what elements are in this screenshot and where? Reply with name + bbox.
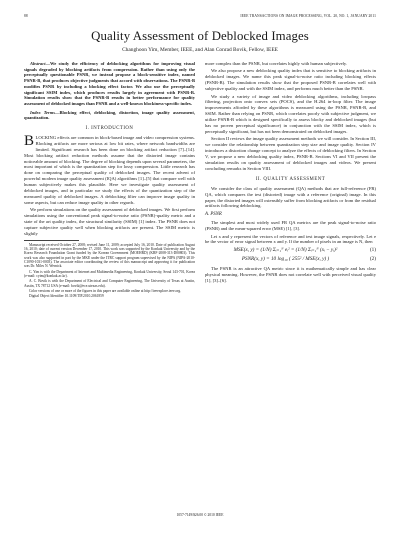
equation-1-number: (1) bbox=[369, 247, 376, 254]
psnr-paragraph-3: The PSNR is an attractive QA metric since it is mathematically simple and has clear physical meaning. However, the PSNR does not correlate well with perceived visual quality [1], [3]–[6]. bbox=[205, 266, 376, 283]
equation-1-body: MSE(x, y) = (1/N) Σᵢ₌₁ᴺ eᵢ² = (1/N) Σᵢ₌₁ᴺ (xᵢ − yᵢ)² bbox=[233, 247, 338, 254]
abstract-text: We study the efficiency of deblocking algorithms for improving visual signals degraded by blocking artifacts from compression. Rather than using only the perceptually questionable PSNR, we instead propose a block-sensitive index, named PSNR-B, that produces objective judgments that accord with observations. The PSNR-B modifies PSNR by including a blocking effect factor. We also use the perceptually significant SSIM index, which produces results largely in agreement with PSNR-B. Simulation results show that the PSNR-B results in better performance for quality assessment of deblocked images than PSNR and a well-known blockiness-specific index. bbox=[24, 61, 195, 106]
equation-2-body: PSNR(x, y) = 10 log₁₀ ( 255² / MSE(x, y) ) bbox=[241, 256, 330, 263]
footnote-divider bbox=[24, 240, 79, 241]
footnotes bbox=[24, 243, 195, 299]
intro-paragraph-1-text: LOCKING effects are common in block-based image and video compression systems. Blocking artifacts are more serious at low bit rates, where network bandwidths are limited. Significant research has been done on blocking artifact reduction [7]–[14]. Most blocking artifact reduction methods assume that the distorted image contains noticeable amount of blocking. The degree of blocking depends upon several parameters, the most important of which is the quantization step for lossy compression. Little research has done on comparing the perceptual quality of deblocked images. The recent advent of powerful modern image quality assessment (IQA) algorithms [1]–[5] that compare well with human subjectively makes this plausible. Here we investigate quality assessment of deblocked images, and in particular we study the effects of the quantization step of the measured quality of deblocked images. A deblocking filter can improve image quality in some aspects, but can reduce image quality in other regards. bbox=[24, 134, 195, 205]
equation-2 bbox=[205, 257, 376, 263]
index-terms-text: Blocking effect, deblocking, distortion, image quality assessment, quantization. bbox=[24, 109, 196, 121]
right-column bbox=[205, 61, 376, 299]
right-paragraph-1: more complex than the PSNR, but correlates highly with human subjectively. bbox=[205, 61, 348, 66]
page-number: 88 bbox=[24, 14, 28, 18]
author-line: Changhoon Yim, Member, IEEE, and Alan Conrad Bovik, Fellow, IEEE bbox=[122, 47, 278, 53]
footnote-manuscript: Manuscript received October 27, 2008; revised June 11, 2009; accepted July 16, 2010. Date of publication August 16, 2010; date of current version December 17, 2010. This work was supported by the Konkuk University and by the Korea Research Foundation Grant funded by the Korean Government (MOEHRD) (KRF-2008-313-D00803). This work was also supported in part by the MKE under the ITRC support program supervised by the NIPA (NIPA-2010-C1090-1031-0003). The associate editor coordinating the review of this manuscript and approving it for publication was Dr. Miles N. Wernick. bbox=[24, 242, 195, 269]
psnr-paragraph-2: Let x and y represent the vectors of reference and test image signals, respectively. Let e be the vector of error signal between x and y. If the number of pixels in an image is N, then bbox=[205, 233, 376, 245]
psnr-paragraph-1: The simplest and most widely used FR QA metrics are the peak signal-to-noise ratio (PSNR) and the mean-squared error (MSE) [1], [3]. bbox=[205, 220, 376, 232]
right-paragraph-4: Section II reviews the image quality assessment methods we will consider. In Section III, we consider the relationship between quantization step size and image quality. Section IV introduces a distortion change concept to analyze the effects of deblocking filters. In Section V, we propose a new deblocking quality index, PSNR-B. Sections VI and VII present the simulation results on quality assessment of deblocked images and videos. We present concluding remarks in Section VIII. bbox=[205, 136, 376, 171]
running-head bbox=[24, 14, 376, 22]
intro-paragraph-2: We perform simulations on the quality assessment of deblocked images. We first perform simulations using the conventional peak signal-to-noise ratio (PSNR)-quality metric and a state of the art quality index, the structural similarity (SSIM) [1] index. The PSNR does not capture subjective quality well when blocking artifacts are present. The SSIM metric is slightly bbox=[24, 207, 195, 236]
subsection-heading-psnr: A. PSNR bbox=[205, 212, 222, 218]
abstract-label: Abstract— bbox=[30, 61, 51, 66]
footnote-author-yim: C. Yim is with the Department of Internet and Multimedia Engineering, Konkuk University, Seoul 143-701, Korea (e-mail: cyim@konkuk.ac.kr). bbox=[24, 269, 195, 278]
drop-cap: B bbox=[24, 132, 35, 149]
paper-title: Quality Assessment of Deblocked Images bbox=[91, 29, 309, 43]
footnote-doi: Digital Object Identifier 10.1109/TIP.2010.2061859 bbox=[29, 294, 104, 299]
abstract bbox=[24, 61, 195, 107]
section-heading-quality-assessment: II. QUALITY ASSESSMENT bbox=[255, 176, 326, 182]
qa-paragraph-1: We consider the class of quality assessment (QA) methods that are full-reference (FR) QA, which compares the test (distorted) image with a reference (original) image. In this paper, the distorted images will ostensibly suffer from blocking artifacts or from the residual artifacts following deblocking. bbox=[205, 185, 376, 209]
right-paragraph-2: We also propose a new deblocking quality index that is sensitive to blocking artifacts in deblocked images. We name this peak signal-to-noise ratio including blocking effects (PSNR-B). The simulation results show that the proposed PSNR-B correlates well with subjective quality and with the SSIM index, and performs much better than the PSNR. bbox=[205, 68, 376, 92]
footnote-color-versions: Color versions of one or more of the figures in this paper are available online at http://ieeexplore.ieee.org. bbox=[29, 288, 182, 293]
index-terms bbox=[24, 110, 195, 121]
left-column bbox=[24, 61, 195, 299]
journal-header: IEEE TRANSACTIONS ON IMAGE PROCESSING, VOL. 20, NO. 1, JANUARY 2011 bbox=[240, 14, 376, 18]
copyright-code: 1057-7149/$26.00 © 2010 IEEE bbox=[176, 513, 224, 517]
footnote-author-bovik: A. C. Bovik is with the Department of Electrical and Computer Engineering, The University of Texas at Austin, Austin, TX 78712 USA (e-mail: bovik@ece.utexas.edu). bbox=[24, 279, 195, 288]
equation-1 bbox=[205, 248, 376, 254]
section-heading-introduction: I. INTRODUCTION bbox=[85, 126, 134, 132]
intro-paragraph-1 bbox=[24, 132, 195, 206]
two-column-body bbox=[24, 61, 376, 299]
equation-2-number: (2) bbox=[369, 256, 376, 263]
index-terms-label: Index Terms— bbox=[30, 109, 60, 115]
right-paragraph-3: We study a variety of image and video deblocking algorithms, including lowpass filtering, projection onto convex sets (POCS), and the H.264 in-loop filter. The image improvements afforded by these algorithms is measured using the PSNR, PSNR-B, and SSIM. Rather than relying on PSNR, which correlates poorly with subjective judgment, we utilize PSNR-B which is designed specifically to assess blocky and deblocked images (but has no proven perceptual significance) in conjunction with the SSIM index, which is perceptually significant, but has not been demonstrated on deblocked images. bbox=[205, 93, 376, 134]
